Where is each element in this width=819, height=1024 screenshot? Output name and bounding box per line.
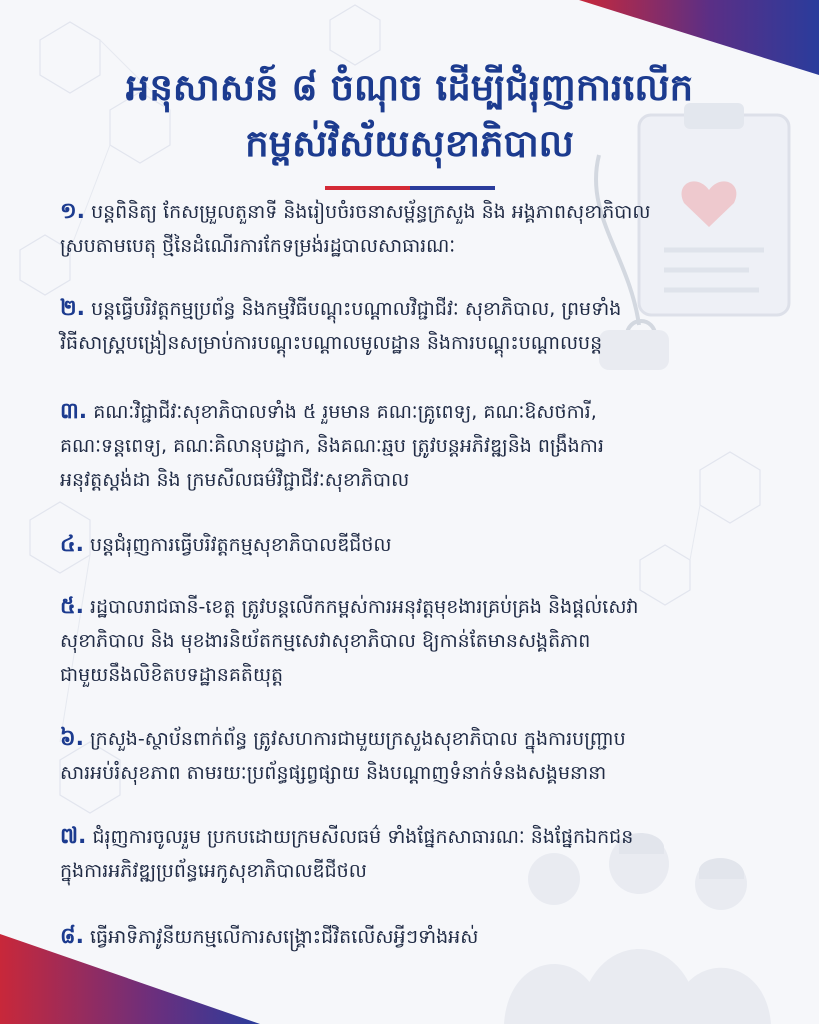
item-text-line: អនុវត្តស្តង់ដា និង ក្រមសីលធម៌វិជ្ជាជីវៈសុខាភិបាល: [60, 469, 410, 491]
item-text-line: ធ្វើអាទិភាវូនីយកម្មលើការសង្គ្រោះជីវិតលើសអ្វីៗទាំងអស់: [89, 926, 479, 948]
item-text-line: ក្នុងការអភិវឌ្ឍប្រព័ន្ធអេកូសុខាភិបាលឌីជីថល: [60, 860, 367, 882]
item-text-line: បន្តធ្វើបរិវត្តកម្មប្រព័ន្ធ និងកម្មវិធីបណ្តុះបណ្តាលវិជ្ជាជីវៈ សុខាភិបាល, ព្រមទាំង: [91, 298, 622, 320]
title-underline: [325, 186, 495, 190]
item-text-line: ជំរុញការចូលរួម ប្រកបដោយក្រមសីលធម៌ ទាំងផ្នែកសាធារណៈ និងផ្នែកឯកជន: [92, 826, 634, 848]
list-item-1: [60, 195, 775, 263]
list-item-2: [60, 292, 775, 360]
item-text-line: បន្តជំរុញការធ្វើបរិវត្តកម្មសុខាភិបាលឌីជីថល: [89, 534, 392, 556]
item-number: ៥.: [60, 594, 84, 619]
list-item-7: [60, 820, 775, 888]
item-number: ២.: [60, 296, 86, 321]
list-item-5: [60, 590, 775, 692]
page-title-line-2: កម្ពស់វិស័យសុខាភិបាល: [245, 122, 574, 165]
item-number: ៨.: [60, 924, 84, 949]
list-item-8: [60, 920, 775, 954]
item-text-line: រដ្ឋបាលរាជធានី-ខេត្ត ត្រូវបន្តលើកកម្ពស់ការអនុវត្តមុខងារគ្រប់គ្រង និងផ្តល់សេវា: [89, 596, 639, 618]
title-block: [0, 60, 819, 190]
item-text-line: ជាមួយនឹងលិខិតបទដ្ឋានគតិយុត្ត: [60, 664, 284, 686]
list-item-3: [60, 395, 775, 497]
item-number: ៦.: [60, 726, 84, 751]
item-text-line: បន្តពិនិត្យ កែសម្រួលតួនាទី និងរៀបចំរចនាសម្ព័ន្ធក្រសួង និង អង្គភាពសុខាភិបាល: [91, 201, 651, 223]
item-text-line: សារអប់រំសុខភាព តាមរយៈប្រព័ន្ធផ្សព្វផ្សាយ និងបណ្តាញទំនាក់ទំនងសង្គមនានា: [60, 762, 607, 784]
item-number: ១.: [60, 199, 86, 224]
list-item-6: [60, 722, 775, 790]
item-text-line: គណៈទន្តពេទ្យ, គណៈគិលានុបដ្ឋាក, និងគណៈឆ្មប ត្រូវបន្តអភិវឌ្ឍនិង ពង្រឹងការ: [60, 435, 604, 457]
item-text-line: ក្រសួង-ស្ថាប័នពាក់ព័ន្ធ ត្រូវសហការជាមួយក្រសួងសុខាភិបាល ក្នុងការបញ្ជ្រាប: [89, 728, 626, 750]
item-text-line: គណៈវិជ្ជាជីវៈសុខាភិបាលទាំង ៥ រួមមាន គណៈគ្រូពេទ្យ, គណៈឱសថការី,: [93, 401, 597, 423]
item-number: ៤.: [60, 532, 84, 557]
item-text-line: វិធីសាស្ត្របង្រៀនសម្រាប់ការបណ្តុះបណ្តាលមូលដ្ឋាន និងការបណ្តុះបណ្តាលបន្ត: [60, 332, 603, 354]
item-text-line: ស្របតាមបេតុ ថ្មីនៃដំណើរការកែទម្រង់រដ្ឋបាលសាធារណៈ: [60, 235, 456, 257]
item-number: ៧.: [60, 824, 87, 849]
list-item-4: [60, 528, 775, 562]
page-title-line-1: អនុសាសន៍ ៨ ចំណុច ដើម្បីជំរុញការលើក: [125, 66, 694, 109]
item-number: ៣.: [60, 399, 88, 424]
item-text-line: សុខាភិបាល និង មុខងារនិយ័តកម្មសេវាសុខាភិបាល ឱ្យកាន់តែមានសង្គតិភាព: [60, 630, 591, 652]
